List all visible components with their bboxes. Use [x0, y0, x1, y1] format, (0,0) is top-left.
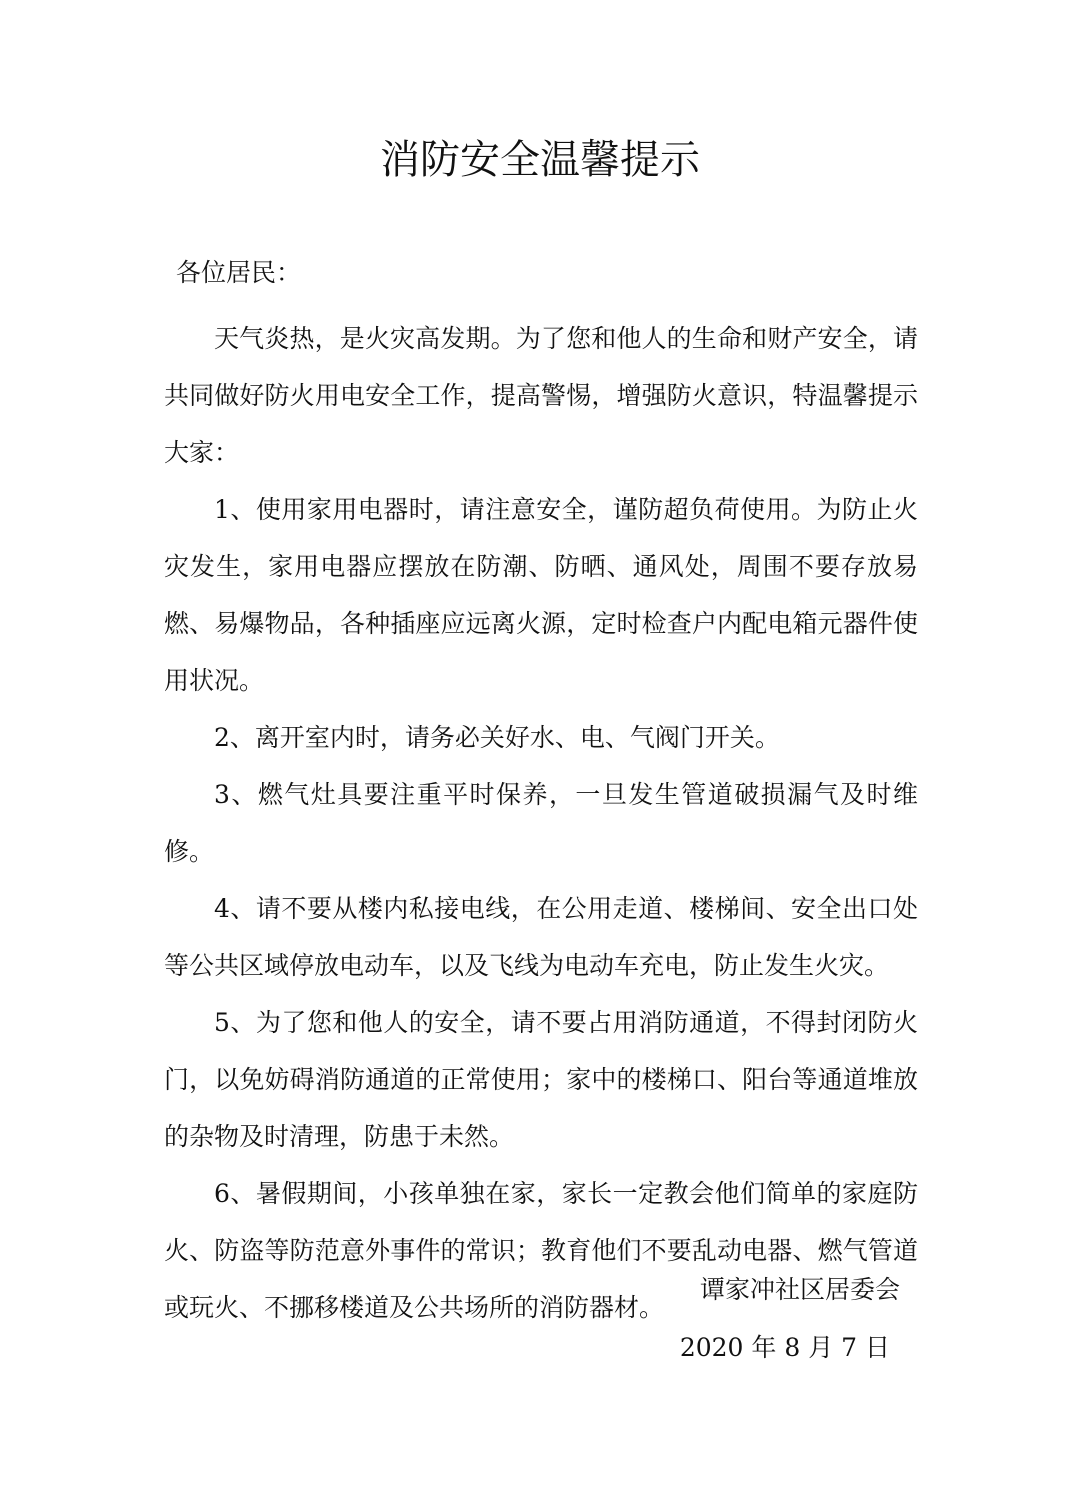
document-body [164, 310, 918, 1336]
item-paragraph-3: 3、燃气灶具要注重平时保养，一旦发生管道破损漏气及时维修。 [164, 780, 918, 866]
salutation: 各位居民： [176, 258, 302, 287]
signature: 谭家冲社区居委会 [699, 1275, 900, 1304]
item-paragraph-5: 5、为了您和他人的安全，请不要占用消防通道，不得封闭防火门，以免妨碍消防通道的正常使用；家中的楼梯口、阳台等通道堆放的杂物及时清理，防患于未然。 [164, 1008, 918, 1151]
document-date: 2020 年 8 月 7 日 [679, 1333, 890, 1362]
item-paragraph-2: 2、离开室内时，请务必关好水、电、气阀门开关。 [214, 723, 780, 752]
item-paragraph-6: 6、暑假期间，小孩单独在家，家长一定教会他们简单的家庭防火、防盗等防范意外事件的常识；教育他们不要乱动电器、燃气管道或玩火、不挪移楼道及公共场所的消防器材。 [164, 1179, 918, 1322]
item-paragraph-4: 4、请不要从楼内私接电线，在公用走道、楼梯间、安全出口处等公共区域停放电动车，以及飞线为电动车充电，防止发生火灾。 [164, 894, 918, 980]
item-paragraph-1: 1、使用家用电器时，请注意安全，谨防超负荷使用。为防止火灾发生，家用电器应摆放在防潮、防晒、通风处，周围不要存放易燃、易爆物品，各种插座应远离火源，定时检查户内配电箱元器件使用状况。 [164, 495, 918, 695]
intro-paragraph: 天气炎热，是火灾高发期。为了您和他人的生命和财产安全，请共同做好防火用电安全工作，提高警惕，增强防火意识，特温馨提示大家： [164, 324, 918, 467]
document-title: 消防安全温馨提示 [380, 137, 700, 183]
